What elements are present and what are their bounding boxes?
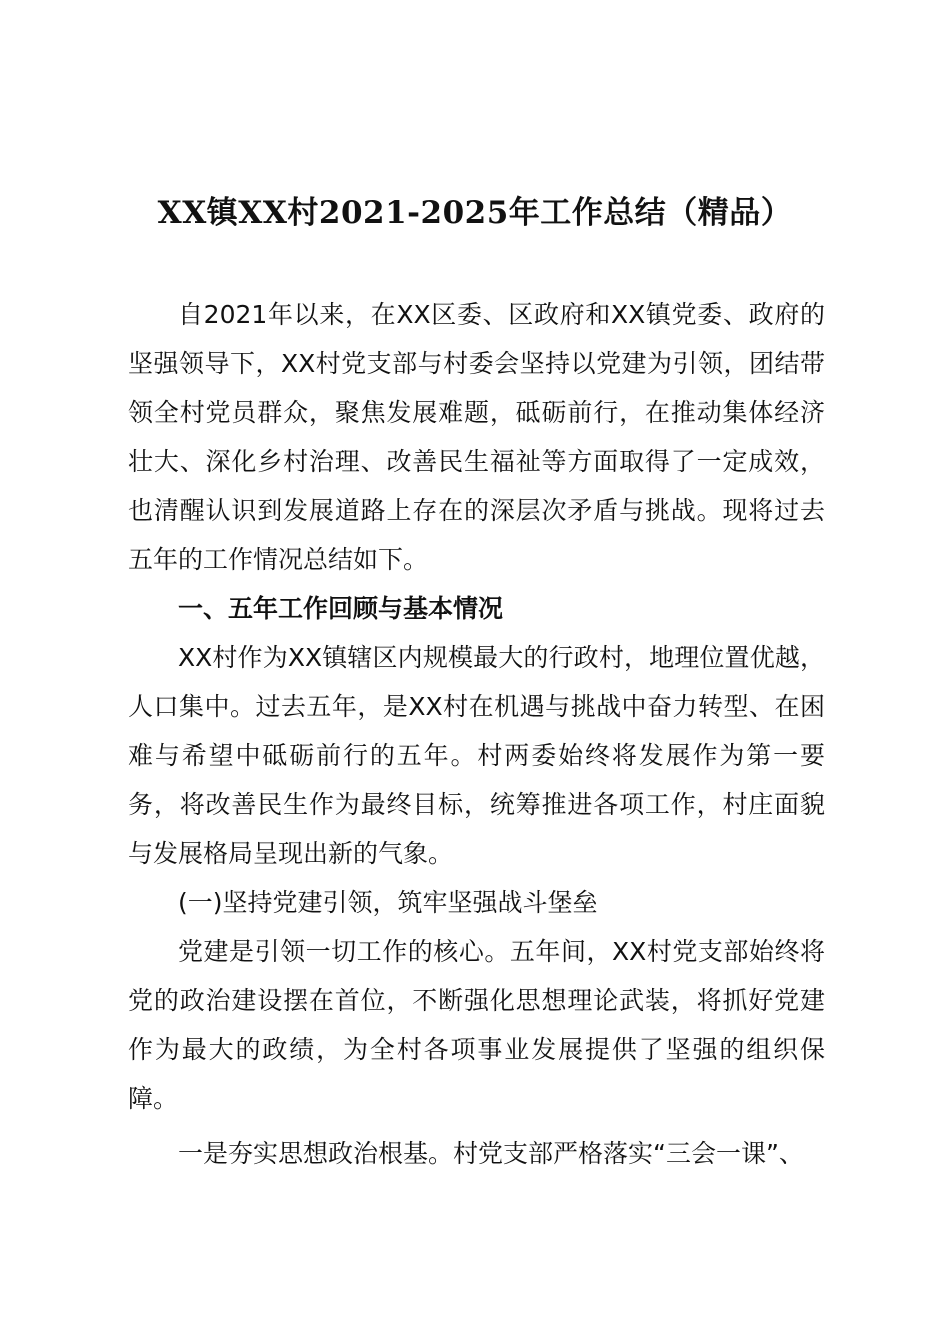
section-heading-1: 一、五年工作回顾与基本情况 xyxy=(178,594,504,623)
section-1-paragraph: XX村作为XX镇辖区内规模最大的行政村，地理位置优越，人口集中。过去五年，是XX村在机遇与挑战中奋力转型、在困难与希望中砥砺前行的五年。村两委始终将发展作为第一要务，将改善民生作为最终目标，统筹推进各项工作，村庄面貌与发展格局呈现出新的气象。 xyxy=(128,643,825,868)
intro-paragraph: 自2021年以来，在XX区委、区政府和XX镇党委、政府的坚强领导下，XX村党支部与村委会坚持以党建为引领，团结带领全村党员群众，聚焦发展难题，砥砺前行，在推动集体经济壮大、深化乡村治理、改善民生福祉等方面取得了一定成效，也清醒认识到发展道路上存在的深层次矛盾与挑战。现将过去五年的工作情况总结如下。 xyxy=(128,300,825,574)
document-title: XX镇XX村2021-2025年工作总结（精品） xyxy=(157,195,793,231)
document-body xyxy=(128,290,825,1178)
subsection-1-point-1: 一是夯实思想政治根基。村党支部严格落实“三会一课”、 xyxy=(178,1139,804,1168)
subsection-heading-1: (一)坚持党建引领，筑牢坚强战斗堡垒 xyxy=(178,888,598,917)
subsection-1-paragraph: 党建是引领一切工作的核心。五年间，XX村党支部始终将党的政治建设摆在首位，不断强化思想理论武装，将抓好党建作为最大的政绩，为全村各项事业发展提供了坚强的组织保障。 xyxy=(128,937,825,1113)
